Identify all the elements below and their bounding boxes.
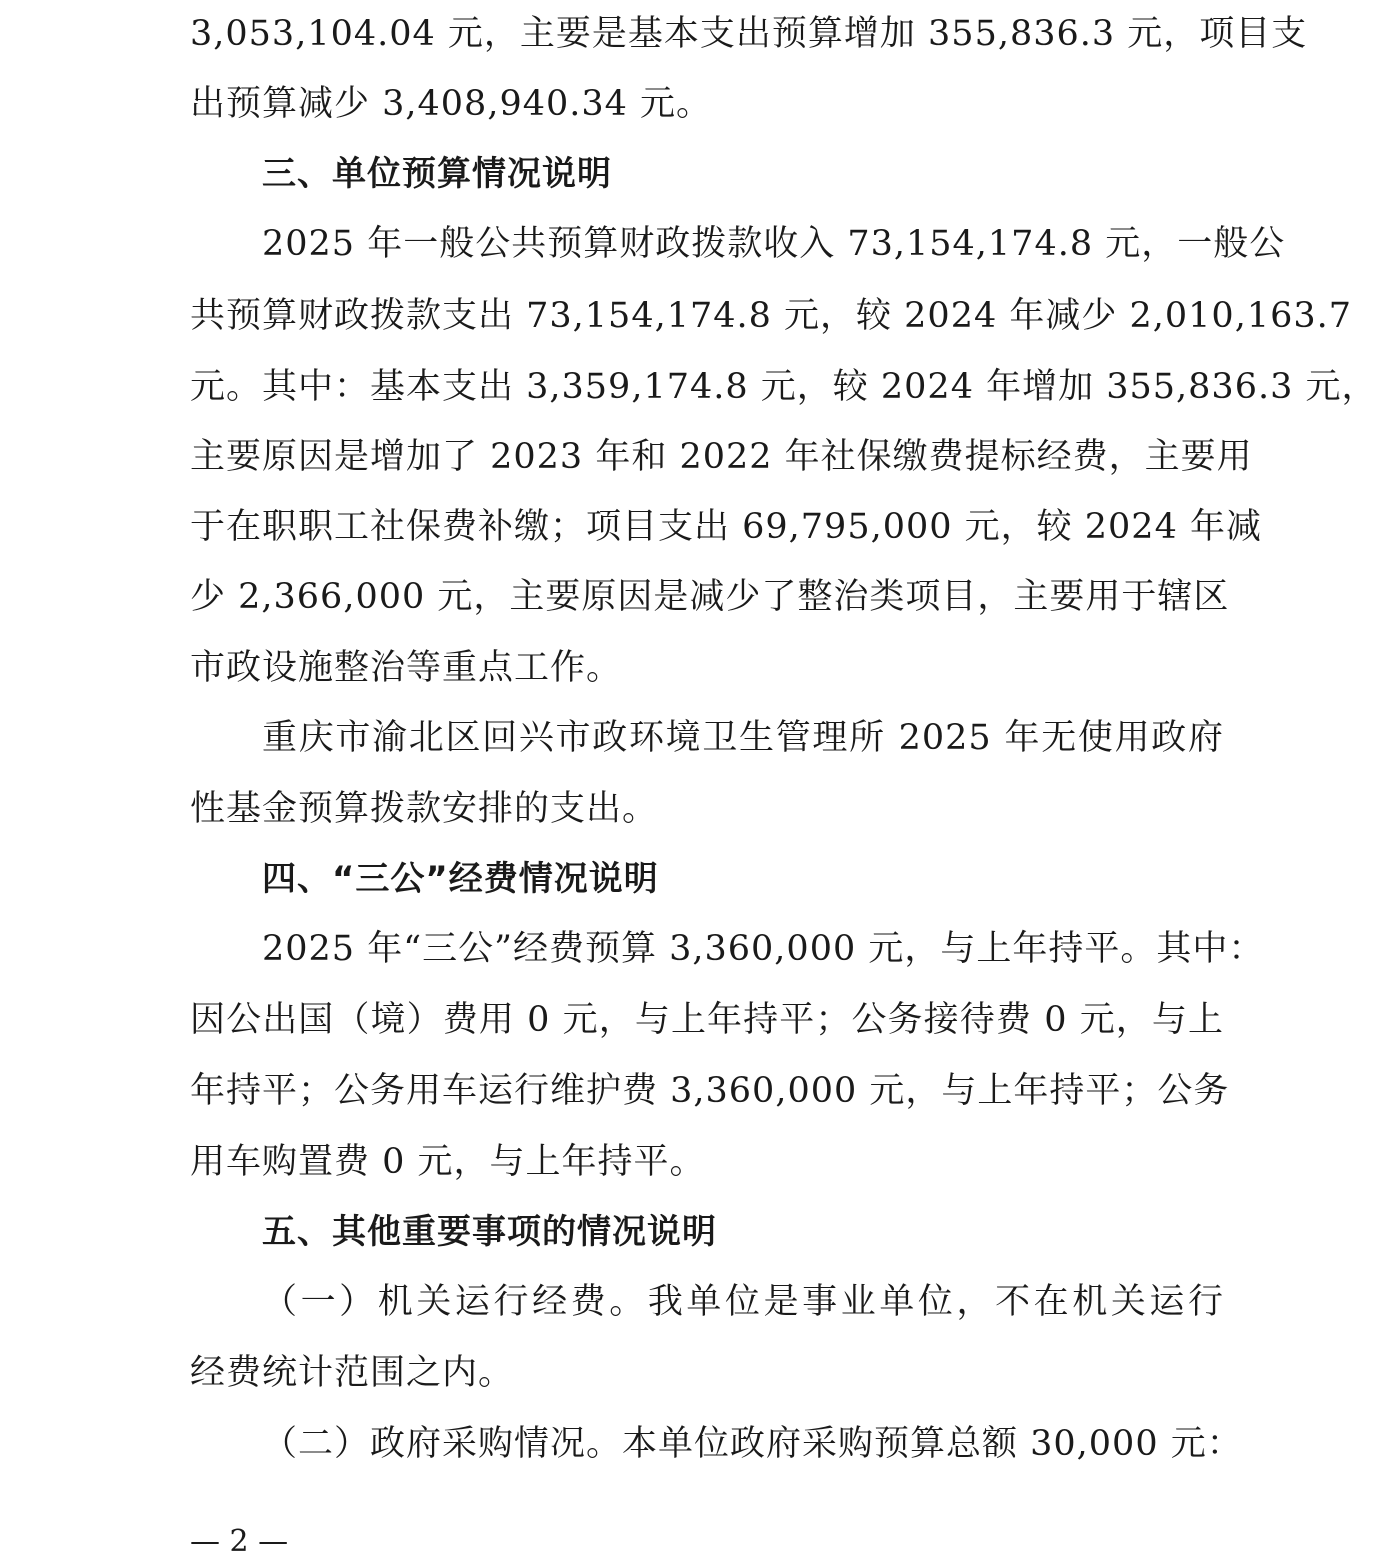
paragraph-line: 3,053,104.04 元，主要是基本支出预算增加 355,836.3 元，项目支 <box>190 14 1308 54</box>
paragraph-line: 用车购置费 0 元，与上年持平。 <box>190 1142 706 1182</box>
paragraph-line: 因公出国（境）费用 0 元，与上年持平；公务接待费 0 元，与上 <box>190 1000 1224 1040</box>
paragraph-line: 主要原因是增加了 2023 年和 2022 年社保缴费提标经费，主要用 <box>190 437 1253 477</box>
paragraph-line: 于在职职工社保费补缴；项目支出 69,795,000 元，较 2024 年减 <box>190 507 1262 547</box>
section-heading-3: 三、单位预算情况说明 <box>262 154 612 194</box>
paragraph-line: 共预算财政拨款支出 73,154,174.8 元，较 2024 年减少 2,010,163.7 <box>190 296 1353 336</box>
page-number: — 2 — <box>190 1524 289 1559</box>
paragraph-line: 性基金预算拨款安排的支出。 <box>190 789 659 829</box>
paragraph-line: 经费统计范围之内。 <box>190 1353 515 1393</box>
paragraph-line: 少 2,366,000 元，主要原因是减少了整治类项目，主要用于辖区 <box>190 577 1230 617</box>
section-heading-4: 四、“三公”经费情况说明 <box>262 859 659 899</box>
paragraph-line: 重庆市渝北区回兴市政环境卫生管理所 2025 年无使用政府 <box>262 718 1224 758</box>
paragraph-line: （一）机关运行经费。我单位是事业单位，不在机关运行 <box>262 1282 1224 1322</box>
paragraph-line: 市政设施整治等重点工作。 <box>190 648 623 688</box>
paragraph-line: 年持平；公务用车运行维护费 3,360,000 元，与上年持平；公务 <box>190 1071 1230 1111</box>
paragraph-line: 2025 年一般公共预算财政拨款收入 73,154,174.8 元，一般公 <box>262 224 1286 264</box>
paragraph-line: 元。其中：基本支出 3,359,174.8 元，较 2024 年增加 355,836.3 元， <box>190 367 1378 407</box>
section-heading-5: 五、其他重要事项的情况说明 <box>262 1212 717 1252</box>
paragraph-line: （二）政府采购情况。本单位政府采购预算总额 30,000 元： <box>262 1424 1243 1464</box>
paragraph-line: 2025 年“三公”经费预算 3,360,000 元，与上年持平。其中： <box>262 929 1265 969</box>
paragraph-line: 出预算减少 3,408,940.34 元。 <box>190 84 713 124</box>
